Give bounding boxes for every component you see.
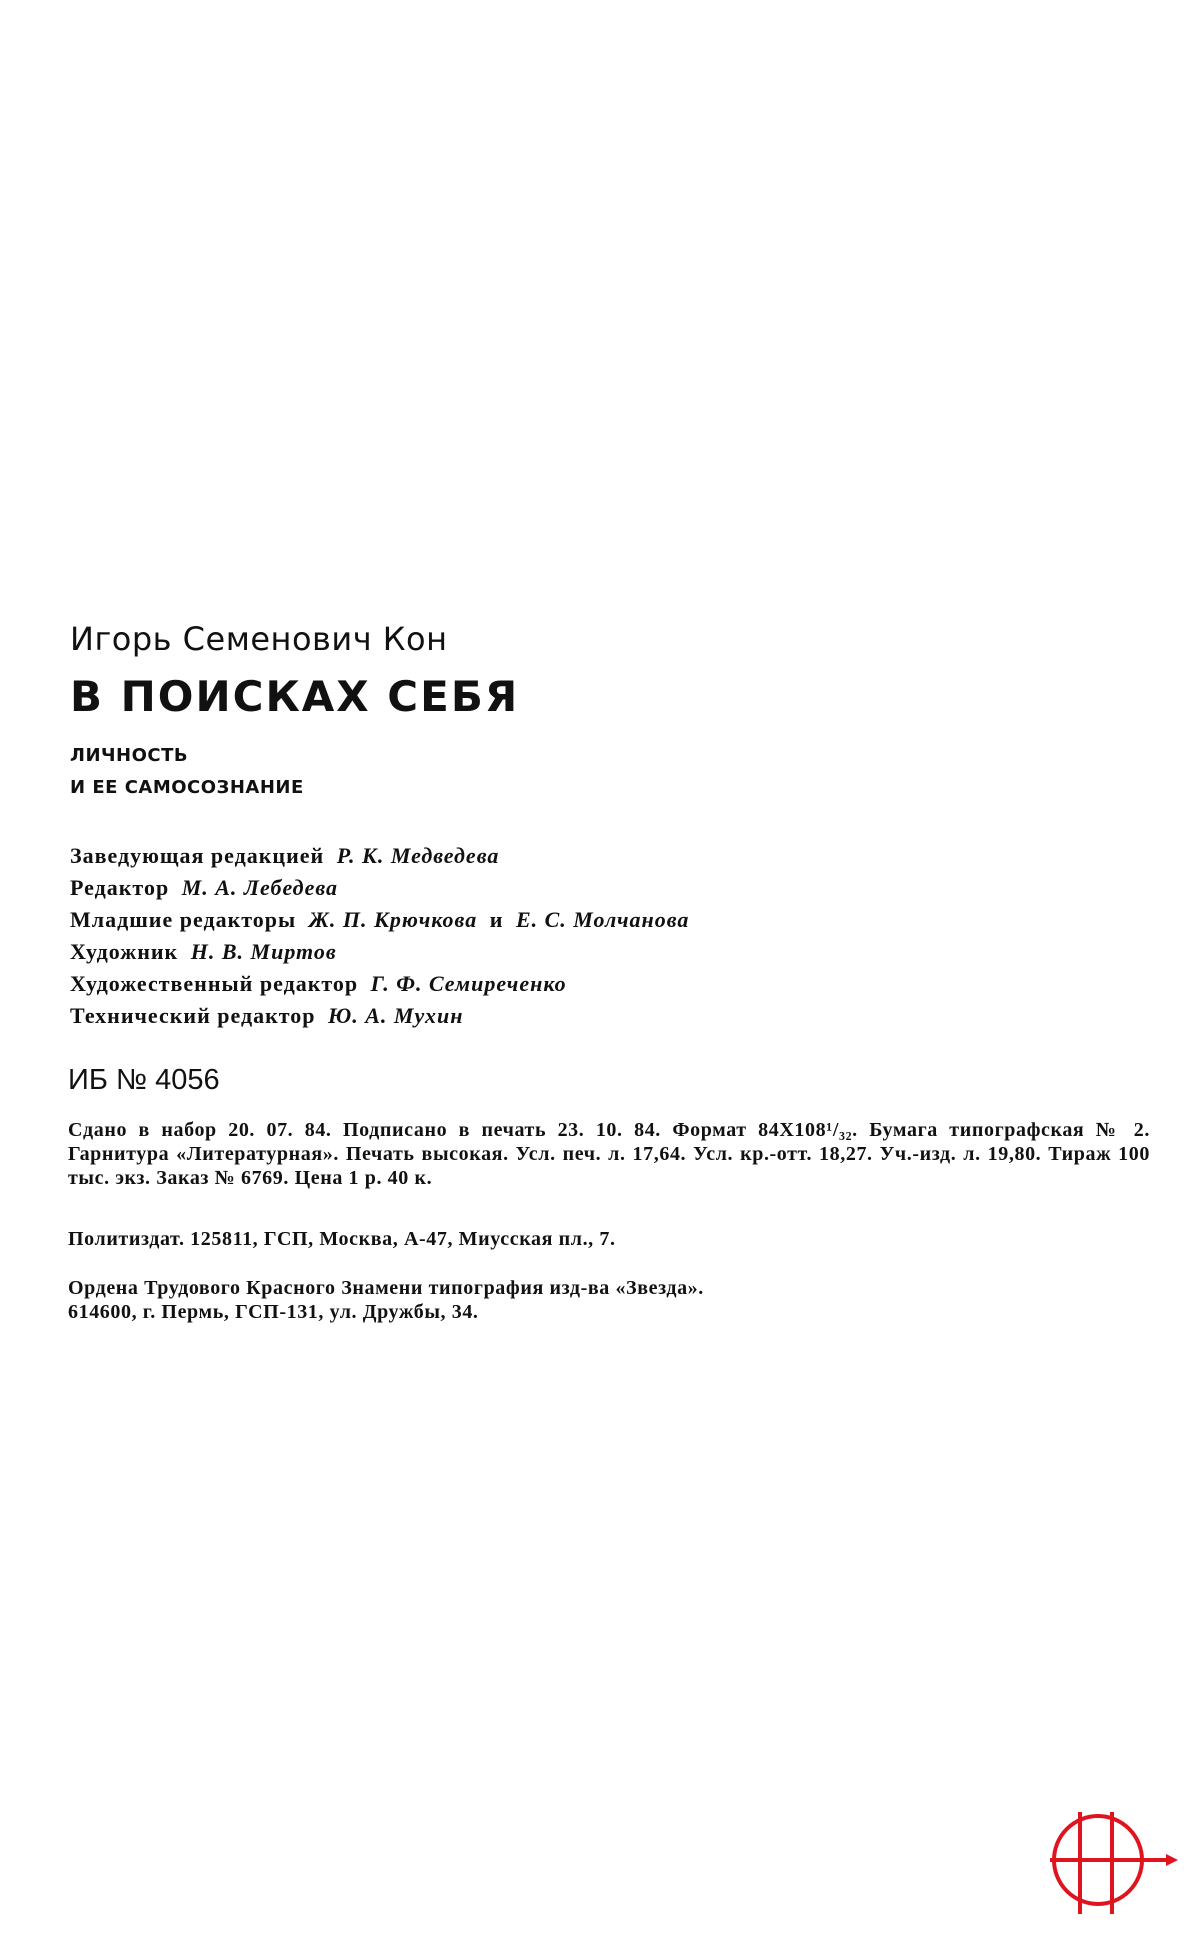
printer-line-2: 614600, г. Пермь, ГСП-131, ул. Дружбы, 34. (68, 1301, 479, 1323)
subtitle-line-2: И ЕЕ САМОСОЗНАНИЕ (70, 777, 304, 798)
author-name: Игорь Семенович Кон (70, 620, 448, 658)
credit-line-editor (70, 872, 689, 904)
book-subtitle (70, 740, 304, 804)
credit-line-tech-editor (70, 1000, 689, 1032)
printer-line-1: Ордена Трудового Красного Знамени типография изд-ва «Звезда». (68, 1277, 704, 1299)
subtitle-line-1: ЛИЧНОСТЬ (70, 745, 189, 766)
logo-svg (1040, 1802, 1180, 1922)
credit-person-2: Е. С. Молчанова (515, 907, 690, 932)
book-title: В ПОИСКАХ СЕБЯ (70, 672, 520, 721)
credit-person: М. А. Лебедева (181, 875, 339, 900)
credit-line-junior-editors (70, 904, 689, 936)
credit-line-art-editor (70, 968, 689, 1000)
printer-info (68, 1276, 704, 1324)
imprint-details: Сдано в набор 20. 07. 84. Подписано в печать 23. 10. 84. Формат 84Х108¹/₃₂. Бумага типографская № 2. Гарнитура «Литературная». Печать высокая. Усл. печ. л. 17,64. Усл. кр.-отт. 18,27. Уч.-изд. л. 19,80. Тираж 100 тыс. экз. Заказ № 6769. Цена 1 р. 40 к. (68, 1119, 1150, 1189)
credit-line-head-editor (70, 840, 689, 872)
ib-number: ИБ № 4056 (68, 1064, 220, 1096)
credit-person: Н. В. Миртов (190, 939, 337, 964)
credit-conjunction: и (489, 907, 504, 932)
credits-list (70, 840, 689, 1032)
credit-person: Ж. П. Крючкова (308, 907, 478, 932)
credit-role: Редактор (70, 875, 170, 900)
credit-role: Заведующая редакцией (70, 843, 325, 868)
credit-role: Младшие редакторы (70, 907, 297, 932)
credit-person: Ю. А. Мухин (328, 1003, 464, 1028)
credit-role: Художественный редактор (70, 971, 359, 996)
credit-person: Г. Ф. Семиреченко (370, 971, 567, 996)
credit-person: Р. К. Медведева (336, 843, 500, 868)
credit-role: Технический редактор (70, 1003, 316, 1028)
publisher-logo-icon (1040, 1802, 1180, 1922)
credit-role: Художник (70, 939, 179, 964)
publisher-address: Политиздат. 125811, ГСП, Москва, А-47, Миусская пл., 7. (68, 1228, 616, 1250)
credit-line-artist (70, 936, 689, 968)
